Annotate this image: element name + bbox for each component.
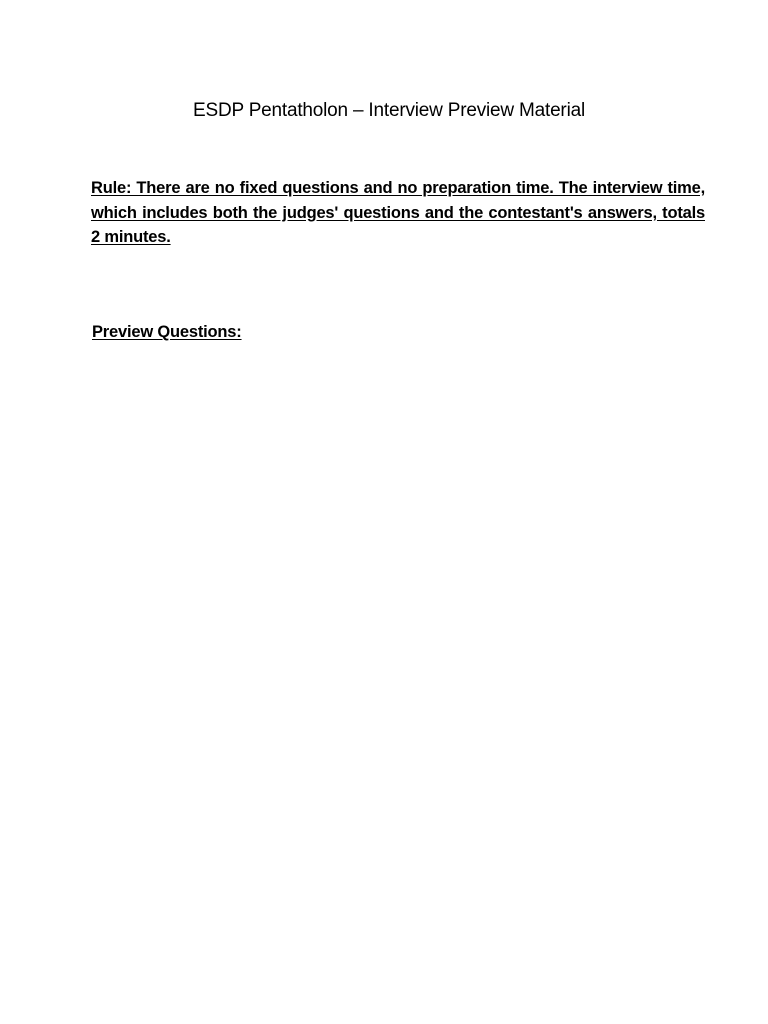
rule-paragraph: Rule: There are no fixed questions and no preparation time. The interview time, which includes both the judges' questions and the contestant's answers, totals 2 minutes. <box>91 179 705 246</box>
preview-questions-heading: Preview Questions: <box>92 323 242 341</box>
document-title: ESDP Pentatholon – Interview Preview Material <box>193 100 585 121</box>
